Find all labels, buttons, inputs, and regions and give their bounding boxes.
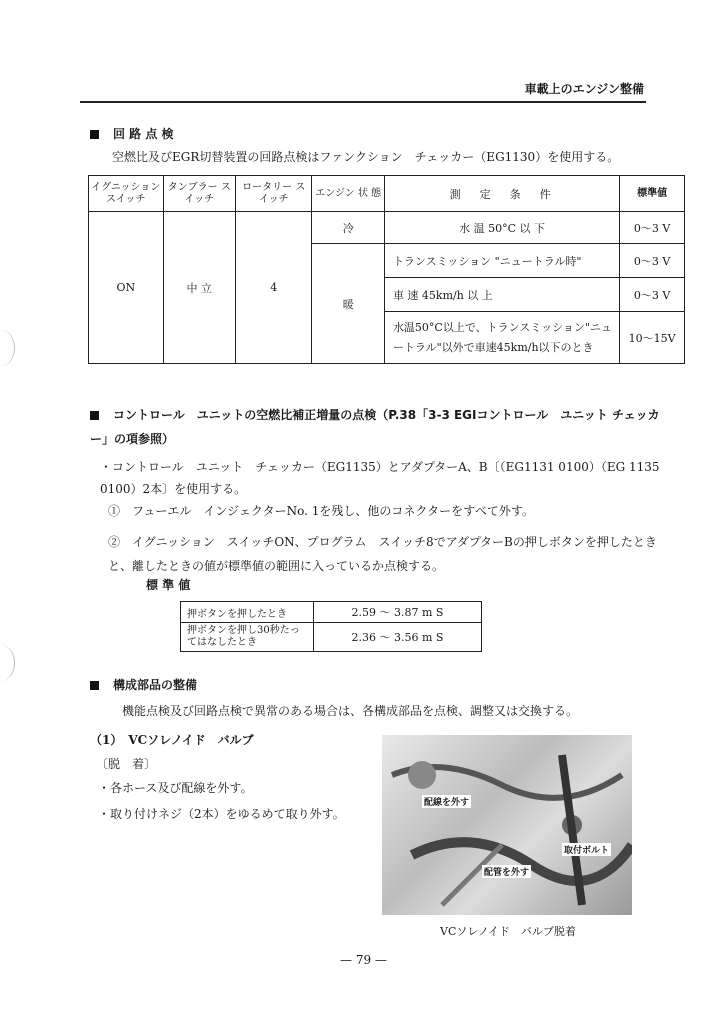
engine-illustration bbox=[382, 735, 632, 915]
table-cell-state: 暖 bbox=[312, 244, 384, 364]
table-cell-state: 冷 bbox=[312, 212, 384, 244]
inspection-table bbox=[88, 175, 685, 364]
removal-heading: 〔脱 着〕 bbox=[96, 757, 157, 771]
header-rule bbox=[80, 101, 646, 103]
std-label: 押ボタンを押したとき bbox=[181, 602, 314, 623]
list-item: ・各ホース及び配線を外す。 bbox=[98, 781, 253, 795]
page-number: — 79 — bbox=[340, 953, 387, 967]
table-header: タンブラー スイッチ bbox=[163, 176, 235, 212]
std-label: 押ボタンを押し30秒たってはなしたとき bbox=[181, 623, 314, 652]
table-cell-value: 0〜3 V bbox=[620, 244, 685, 278]
table-header: 標準値 bbox=[620, 176, 685, 212]
punch-hole bbox=[0, 330, 15, 366]
table-cell-condition: 水温50°C以上で、トランスミッション"ニュートラル"以外で車速45km/h以下のとき bbox=[384, 312, 619, 364]
table-cell-condition: トランスミッション "ニュートラル時" bbox=[384, 244, 619, 278]
table-header: ロータリー スイッチ bbox=[236, 176, 312, 212]
section-title bbox=[90, 403, 660, 451]
instruction-step: ① フューエル インジェクターNo. 1を残し、他のコネクターをすべて外す。 bbox=[108, 504, 534, 518]
list-item: ・取り付けネジ（2本）をゆるめて取り外す。 bbox=[98, 807, 345, 821]
photo-label: 取付ボルト bbox=[562, 843, 611, 856]
engine-photo bbox=[382, 735, 632, 915]
table-cell-rotary: 4 bbox=[236, 212, 312, 364]
bullet-icon bbox=[90, 130, 99, 139]
instruction-step: ② イグニッション スイッチON、プログラム スイッチ8でアダプターBの押しボタンを押したときと、離したときの値が標準値の範囲に入っているか点検する。 bbox=[108, 535, 657, 573]
section-title-text: コントロール ユニットの空燃比補正増量の点検（P.38「3-3 EGIコントロール ユニット チェッカー」の項参照） bbox=[90, 408, 660, 446]
std-value: 2.59 〜 3.87 m S bbox=[314, 602, 482, 623]
page-header: 車載上のエンジン整備 bbox=[524, 82, 644, 96]
section-title-text: 回 路 点 検 bbox=[113, 127, 174, 141]
subsection-title: （1） VCソレノイド バルブ bbox=[90, 733, 254, 747]
photo-label: 配管を外す bbox=[482, 865, 531, 878]
std-value: 2.36 〜 3.56 m S bbox=[314, 623, 482, 652]
section-title-text: 構成部品の整備 bbox=[113, 678, 198, 692]
table-header: イグニッション スイッチ bbox=[89, 176, 164, 212]
section-title bbox=[90, 676, 197, 693]
table-header: エンジン 状 態 bbox=[312, 176, 384, 212]
table-cell-value: 10〜15V bbox=[620, 312, 685, 364]
table-cell-value: 0〜3 V bbox=[620, 278, 685, 312]
punch-hole bbox=[0, 645, 15, 681]
standard-value-table bbox=[180, 601, 482, 652]
bullet-icon bbox=[90, 411, 99, 420]
instruction-text: ・コントロール ユニット チェッカー（EG1135）とアダプターA、B〔（EG1131 0100）（EG 1135 0100）2本〕を使用する。 bbox=[100, 460, 660, 496]
photo-caption: VCソレノイド バルブ脱着 bbox=[440, 925, 576, 938]
standard-value-title: 標 準 値 bbox=[146, 578, 191, 592]
bullet-icon bbox=[90, 681, 99, 690]
table-cell-ignition: ON bbox=[89, 212, 164, 364]
table-cell-value: 0〜3 V bbox=[620, 212, 685, 244]
section-intro: 機能点検及び回路点検で異常のある場合は、各構成部品を点検、調整又は交換する。 bbox=[122, 704, 579, 718]
table-cell-tumbler: 中 立 bbox=[163, 212, 235, 364]
photo-label: 配線を外す bbox=[422, 795, 471, 808]
table-cell-condition: 水 温 50°C 以 下 bbox=[384, 212, 619, 244]
section-intro: 空燃比及びEGR切替装置の回路点検はファンクション チェッカー（EG1130）を使用する。 bbox=[112, 150, 620, 164]
section-title bbox=[90, 125, 174, 142]
table-header: 測 定 条 件 bbox=[384, 176, 619, 212]
table-cell-condition: 車 速 45km/h 以 上 bbox=[384, 278, 619, 312]
